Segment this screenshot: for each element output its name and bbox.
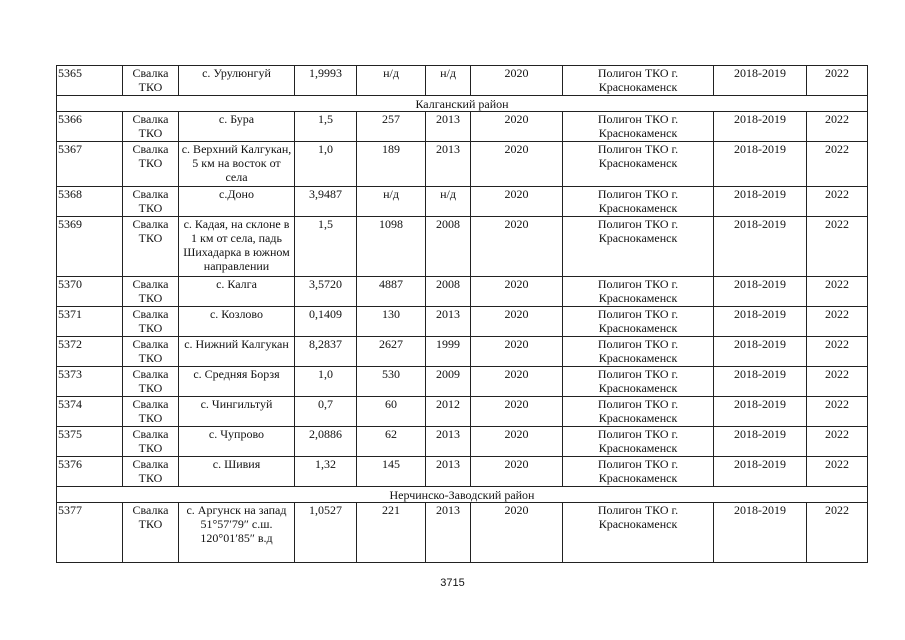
- site-location: с. Аргунск на запад 51°57′79″ с.ш. 120°01′85″ в.д: [179, 503, 295, 563]
- destination-landfill: Полигон ТКО г. Краснокаменск: [563, 66, 714, 96]
- table-row: [57, 112, 868, 142]
- destination-landfill: Полигон ТКО г. Краснокаменск: [563, 142, 714, 187]
- table-row: [57, 337, 868, 367]
- deadline-year: 2022: [807, 142, 868, 187]
- plan-year: 2020: [471, 397, 563, 427]
- site-type: Свалка ТКО: [123, 427, 179, 457]
- site-location: с. Шивия: [179, 457, 295, 487]
- start-year: 2012: [426, 397, 471, 427]
- site-location: с. Верхний Калгукан, 5 км на восток от села: [179, 142, 295, 187]
- row-number: 5376: [57, 457, 123, 487]
- site-location: с. Чингильтуй: [179, 397, 295, 427]
- waste-volume: 2627: [357, 337, 426, 367]
- destination-landfill: Полигон ТКО г. Краснокаменск: [563, 277, 714, 307]
- plan-year: 2020: [471, 427, 563, 457]
- row-number: 5369: [57, 217, 123, 277]
- period: 2018-2019: [714, 142, 807, 187]
- site-location: с. Козлово: [179, 307, 295, 337]
- site-area: 1,9993: [295, 66, 357, 96]
- row-number: 5365: [57, 66, 123, 96]
- deadline-year: 2022: [807, 457, 868, 487]
- plan-year: 2020: [471, 217, 563, 277]
- destination-landfill: Полигон ТКО г. Краснокаменск: [563, 457, 714, 487]
- district-name: Калганский район: [57, 96, 868, 112]
- table-row: [57, 66, 868, 96]
- row-number: 5370: [57, 277, 123, 307]
- destination-landfill: Полигон ТКО г. Краснокаменск: [563, 337, 714, 367]
- site-area: 1,5: [295, 217, 357, 277]
- table-row: [57, 367, 868, 397]
- destination-landfill: Полигон ТКО г. Краснокаменск: [563, 503, 714, 563]
- table-row: [57, 457, 868, 487]
- deadline-year: 2022: [807, 397, 868, 427]
- site-location: с. Нижний Калгукан: [179, 337, 295, 367]
- site-type: Свалка ТКО: [123, 337, 179, 367]
- start-year: 2013: [426, 142, 471, 187]
- waste-volume: 145: [357, 457, 426, 487]
- site-area: 1,5: [295, 112, 357, 142]
- plan-year: 2020: [471, 187, 563, 217]
- site-type: Свалка ТКО: [123, 187, 179, 217]
- row-number: 5372: [57, 337, 123, 367]
- site-location: с. Чупрово: [179, 427, 295, 457]
- deadline-year: 2022: [807, 427, 868, 457]
- waste-volume: 221: [357, 503, 426, 563]
- site-type: Свалка ТКО: [123, 503, 179, 563]
- site-location: с. Средняя Борзя: [179, 367, 295, 397]
- plan-year: 2020: [471, 66, 563, 96]
- site-type: Свалка ТКО: [123, 457, 179, 487]
- waste-volume: 130: [357, 307, 426, 337]
- site-location: с.Доно: [179, 187, 295, 217]
- district-header-row: [57, 487, 868, 503]
- page-number: 3715: [440, 577, 465, 589]
- plan-year: 2020: [471, 112, 563, 142]
- period: 2018-2019: [714, 277, 807, 307]
- waste-volume: 530: [357, 367, 426, 397]
- table-row: [57, 217, 868, 277]
- site-area: 3,5720: [295, 277, 357, 307]
- destination-landfill: Полигон ТКО г. Краснокаменск: [563, 217, 714, 277]
- deadline-year: 2022: [807, 277, 868, 307]
- district-header-row: [57, 96, 868, 112]
- table-body: [57, 66, 868, 563]
- site-type: Свалка ТКО: [123, 142, 179, 187]
- site-location: с. Кадая, на склоне в 1 км от села, падь Шихадарка в южном направлении: [179, 217, 295, 277]
- site-area: 1,32: [295, 457, 357, 487]
- site-area: 1,0527: [295, 503, 357, 563]
- table-row: [57, 427, 868, 457]
- deadline-year: 2022: [807, 307, 868, 337]
- start-year: 2008: [426, 277, 471, 307]
- plan-year: 2020: [471, 277, 563, 307]
- period: 2018-2019: [714, 187, 807, 217]
- deadline-year: 2022: [807, 187, 868, 217]
- plan-year: 2020: [471, 142, 563, 187]
- site-type: Свалка ТКО: [123, 307, 179, 337]
- destination-landfill: Полигон ТКО г. Краснокаменск: [563, 307, 714, 337]
- start-year: 2013: [426, 112, 471, 142]
- plan-year: 2020: [471, 503, 563, 563]
- row-number: 5375: [57, 427, 123, 457]
- period: 2018-2019: [714, 503, 807, 563]
- start-year: 2013: [426, 307, 471, 337]
- start-year: 1999: [426, 337, 471, 367]
- row-number: 5377: [57, 503, 123, 563]
- site-type: Свалка ТКО: [123, 66, 179, 96]
- row-number: 5371: [57, 307, 123, 337]
- table-row: [57, 307, 868, 337]
- site-area: 3,9487: [295, 187, 357, 217]
- period: 2018-2019: [714, 337, 807, 367]
- plan-year: 2020: [471, 307, 563, 337]
- district-name: Нерчинско-Заводский район: [57, 487, 868, 503]
- table-row: [57, 277, 868, 307]
- waste-volume: 4887: [357, 277, 426, 307]
- waste-volume: 189: [357, 142, 426, 187]
- site-location: с. Бура: [179, 112, 295, 142]
- table-row: [57, 503, 868, 563]
- waste-volume: 62: [357, 427, 426, 457]
- start-year: н/д: [426, 66, 471, 96]
- period: 2018-2019: [714, 367, 807, 397]
- waste-volume: н/д: [357, 187, 426, 217]
- plan-year: 2020: [471, 457, 563, 487]
- table-row: [57, 187, 868, 217]
- deadline-year: 2022: [807, 367, 868, 397]
- site-location: с. Калга: [179, 277, 295, 307]
- waste-volume: н/д: [357, 66, 426, 96]
- site-type: Свалка ТКО: [123, 112, 179, 142]
- site-type: Свалка ТКО: [123, 217, 179, 277]
- destination-landfill: Полигон ТКО г. Краснокаменск: [563, 187, 714, 217]
- waste-sites-table: [56, 65, 868, 563]
- site-type: Свалка ТКО: [123, 397, 179, 427]
- destination-landfill: Полигон ТКО г. Краснокаменск: [563, 112, 714, 142]
- period: 2018-2019: [714, 66, 807, 96]
- start-year: 2013: [426, 457, 471, 487]
- site-area: 8,2837: [295, 337, 357, 367]
- deadline-year: 2022: [807, 66, 868, 96]
- row-number: 5366: [57, 112, 123, 142]
- site-type: Свалка ТКО: [123, 367, 179, 397]
- period: 2018-2019: [714, 457, 807, 487]
- waste-volume: 60: [357, 397, 426, 427]
- period: 2018-2019: [714, 397, 807, 427]
- start-year: 2008: [426, 217, 471, 277]
- site-type: Свалка ТКО: [123, 277, 179, 307]
- site-location: с. Урулюнгуй: [179, 66, 295, 96]
- period: 2018-2019: [714, 307, 807, 337]
- site-area: 2,0886: [295, 427, 357, 457]
- start-year: 2013: [426, 503, 471, 563]
- row-number: 5374: [57, 397, 123, 427]
- waste-volume: 257: [357, 112, 426, 142]
- deadline-year: 2022: [807, 337, 868, 367]
- period: 2018-2019: [714, 112, 807, 142]
- start-year: н/д: [426, 187, 471, 217]
- plan-year: 2020: [471, 367, 563, 397]
- destination-landfill: Полигон ТКО г. Краснокаменск: [563, 397, 714, 427]
- site-area: 0,7: [295, 397, 357, 427]
- table-row: [57, 397, 868, 427]
- start-year: 2013: [426, 427, 471, 457]
- destination-landfill: Полигон ТКО г. Краснокаменск: [563, 367, 714, 397]
- site-area: 1,0: [295, 142, 357, 187]
- deadline-year: 2022: [807, 217, 868, 277]
- deadline-year: 2022: [807, 112, 868, 142]
- period: 2018-2019: [714, 427, 807, 457]
- site-area: 1,0: [295, 367, 357, 397]
- deadline-year: 2022: [807, 503, 868, 563]
- period: 2018-2019: [714, 217, 807, 277]
- table-row: [57, 142, 868, 187]
- start-year: 2009: [426, 367, 471, 397]
- row-number: 5367: [57, 142, 123, 187]
- destination-landfill: Полигон ТКО г. Краснокаменск: [563, 427, 714, 457]
- site-area: 0,1409: [295, 307, 357, 337]
- plan-year: 2020: [471, 337, 563, 367]
- row-number: 5373: [57, 367, 123, 397]
- row-number: 5368: [57, 187, 123, 217]
- waste-volume: 1098: [357, 217, 426, 277]
